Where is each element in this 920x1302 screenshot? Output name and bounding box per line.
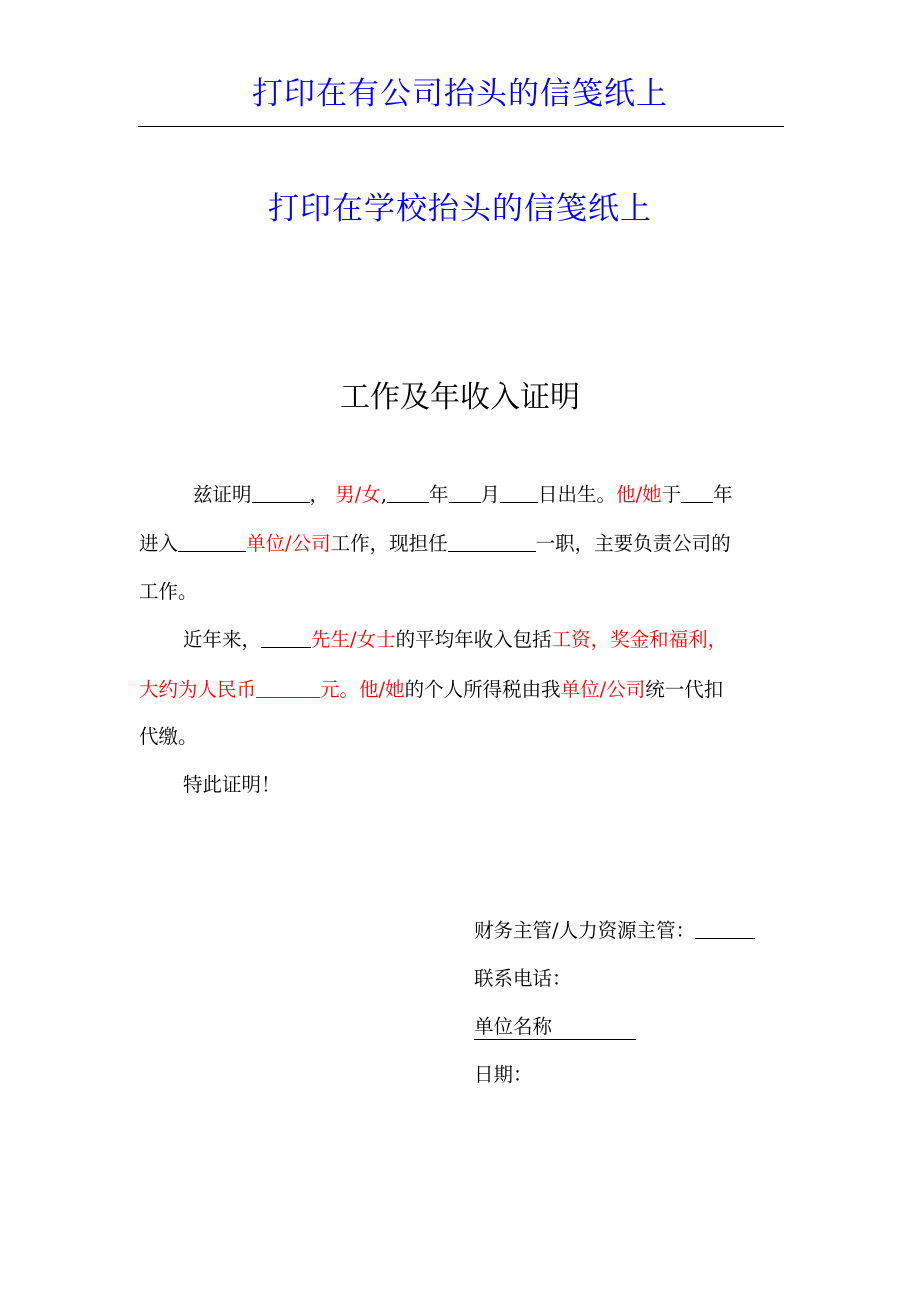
letterhead-divider xyxy=(138,126,784,127)
para1-text: 工作，现担任 xyxy=(330,532,448,555)
manager-label: 财务主管/人力资源主管： xyxy=(474,919,696,942)
employer-type-option: 单位/公司 xyxy=(560,678,646,701)
document-title: 工作及年收入证明 xyxy=(340,380,580,415)
join-date-blank xyxy=(178,533,246,552)
join-year-blank xyxy=(681,484,713,503)
unit-name-line xyxy=(474,1011,636,1040)
para1-text: 年 xyxy=(713,483,733,506)
para2-text: 统一代扣 xyxy=(645,678,724,701)
birth-year-blank xyxy=(387,484,429,503)
para1-text: 月 xyxy=(480,483,501,506)
income-amount-blank xyxy=(256,679,320,698)
para1-line3: 工作。 xyxy=(139,580,198,603)
currency-unit: 元。 xyxy=(320,678,360,701)
para2-line2 xyxy=(139,674,723,702)
para2-text: 近年来， xyxy=(183,628,262,651)
school-letterhead-note: 打印在学校抬头的信笺纸上 xyxy=(268,191,652,227)
closing-statement: 特此证明！ xyxy=(183,773,281,796)
date-line: 日期： xyxy=(474,1063,533,1086)
birth-day-blank xyxy=(500,484,538,503)
birth-month-blank xyxy=(449,484,481,503)
para2-line1 xyxy=(183,624,727,652)
employer-type-option: 单位/公司 xyxy=(246,532,331,555)
para2-line3: 代缴。 xyxy=(139,725,198,748)
para1-line2 xyxy=(139,528,780,556)
para1-text: 兹证明 xyxy=(193,483,252,506)
para2-text: 的个人所得税由我 xyxy=(404,678,561,701)
name-blank xyxy=(252,484,310,503)
manager-signature-blank xyxy=(695,920,755,939)
unit-name-label xyxy=(474,1011,636,1040)
gender-option: 男/女 xyxy=(335,483,381,506)
pronoun-option: 他/她 xyxy=(616,483,662,506)
phone-line: 联系电话： xyxy=(474,967,572,990)
para1-text: , xyxy=(380,483,388,506)
company-letterhead-note: 打印在有公司抬头的信笺纸上 xyxy=(252,76,668,112)
para1-line1 xyxy=(193,479,780,507)
manager-signature-line xyxy=(474,915,755,943)
income-components: 工资，奖金和福利， xyxy=(551,628,728,651)
para1-text: 于 xyxy=(661,483,682,506)
para1-text: 一职，主要负责公司的 xyxy=(535,532,731,555)
para1-text: 日出生。 xyxy=(538,483,617,506)
title-option: 先生/女士 xyxy=(311,628,396,651)
para1-text: 年 xyxy=(429,483,449,506)
pronoun-option: 他/她 xyxy=(359,678,405,701)
para1-text: ， xyxy=(309,483,330,506)
person-name-blank xyxy=(261,629,311,648)
position-blank xyxy=(448,533,536,552)
para2-text: 的平均年收入包括 xyxy=(395,628,552,651)
para1-text: 进入 xyxy=(139,532,179,555)
income-amount-label: 大约为人民币 xyxy=(139,678,257,701)
unit-name-text: 单位名称 xyxy=(474,1015,553,1038)
